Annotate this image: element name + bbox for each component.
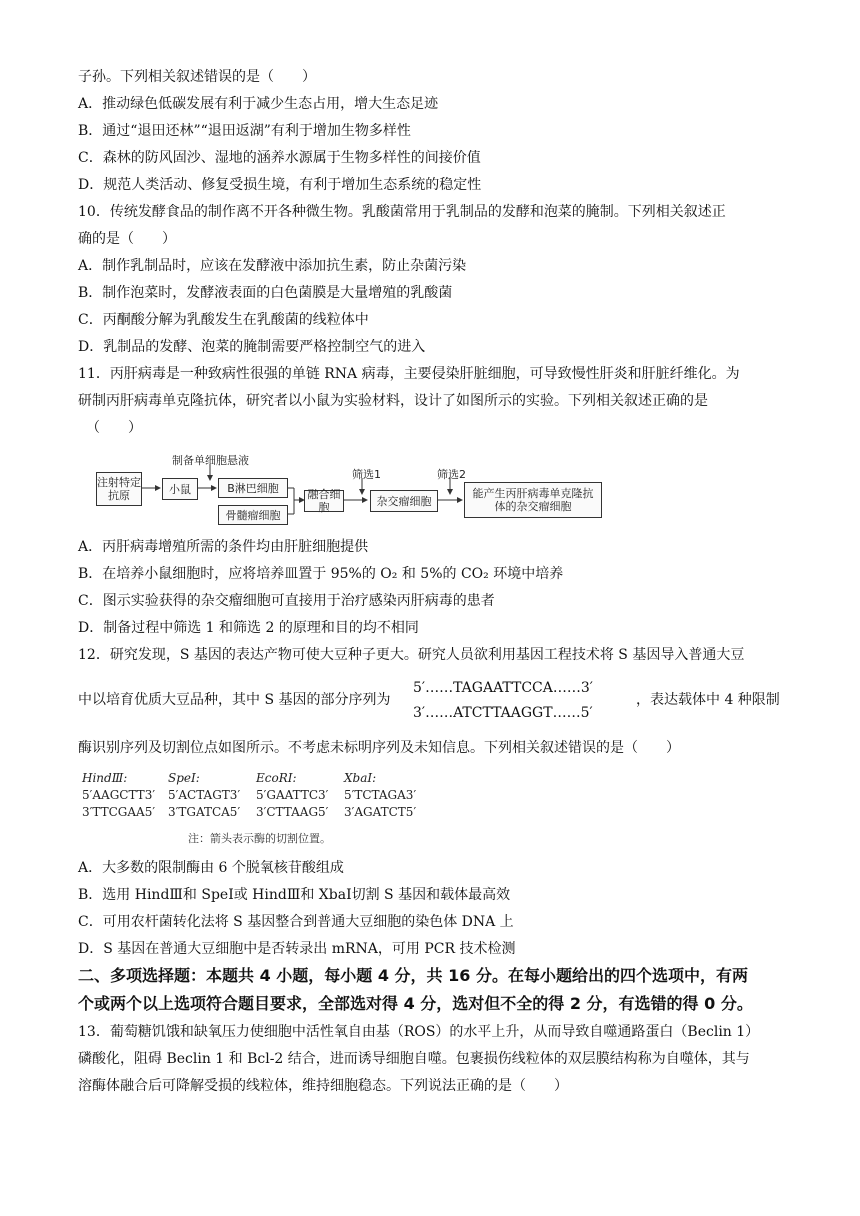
q10-option-b: B．制作泡菜时，发酵液表面的白色菌膜是大量增殖的乳酸菌 — [78, 285, 453, 301]
question-13-stem-end: 溶酶体融合后可降解受损的线粒体，维持细胞稳态。下列说法正确的是（ ） — [78, 1078, 568, 1094]
hybridoma-flowchart — [92, 450, 652, 526]
enzyme-name: XbaⅠ: — [344, 771, 377, 785]
enzyme-name: EcoRⅠ: — [256, 771, 297, 785]
question-10-stem-cont: 确的是（ ） — [78, 231, 176, 247]
enzyme-bottom-seq: 3′TGATCA5′ — [168, 805, 241, 819]
enzyme-hindiii — [82, 770, 155, 821]
enzyme-top-seq: 5′AAGCTT3′ — [82, 788, 156, 802]
q12-option-d: D．S 基因在普通大豆细胞中是否转录出 mRNA，可用 PCR 技术检测 — [78, 941, 516, 957]
q10-option-a: A．制作乳制品时，应该在发酵液中添加抗生素，防止杂菌污染 — [78, 258, 467, 274]
enzyme-note: 注：箭头表示酶的切割位置。 — [188, 832, 331, 845]
q11-option-c: C．图示实验获得的杂交瘤细胞可直接用于治疗感染丙肝病毒的患者 — [78, 593, 495, 609]
final-box: 能产生丙肝病毒单克隆抗体的杂交瘤细胞 — [464, 482, 602, 518]
enzyme-ecori — [256, 770, 328, 821]
enzyme-bottom-seq: 3′AGATCT5′ — [344, 805, 417, 819]
sequence-bottom: 3′……ATCTTAAGGT……5′ — [413, 705, 593, 721]
text-line: 子孙。下列相关叙述错误的是（ ） — [78, 69, 316, 85]
q10-option-d: D．乳制品的发酵、泡菜的腌制需要严格控制空气的进入 — [78, 339, 426, 355]
question-11-stem: 11．丙肝病毒是一种致病性很强的单链 RNA 病毒，主要侵染肝脏细胞，可导致慢性肝炎和肝脏纤维化。为 — [78, 366, 740, 382]
question-12-stem: 12．研究发现，S 基因的表达产物可使大豆种子更大。研究人员欲利用基因工程技术将 S 基因导入普通大豆 — [78, 647, 745, 663]
question-12-stem-post: ，表达载体中 4 种限制 — [636, 692, 780, 708]
q12-option-c: C．可用农杆菌转化法将 S 基因整合到普通大豆细胞的染色体 DNA 上 — [78, 914, 514, 930]
fusion-box: 融合细胞 — [304, 490, 344, 512]
screen1-label: 筛选1 — [352, 468, 381, 481]
question-13-stem-cont: 磷酸化，阻碍 Beclin 1 和 Bcl-2 结合，进而诱导细胞自噬。包裹损伤线粒体的双层膜结构称为自噬体，其与 — [78, 1051, 750, 1067]
enzyme-top-seq: 5′ACTAGT3′ — [168, 788, 241, 802]
section-2-heading: 二、多项选择题：本题共 4 小题，每小题 4 分，共 16 分。在每小题给出的四个选项中，有两 — [78, 966, 748, 985]
enzyme-top-seq: 5′GAATTC3′ — [256, 788, 329, 802]
option-b: B．通过“退田还林”“退田返湖”有利于增加生物多样性 — [78, 123, 411, 139]
q12-option-a: A．大多数的限制酶由 6 个脱氧核苷酸组成 — [78, 860, 344, 876]
question-12-stem-pre: 中以培育优质大豆品种，其中 S 基因的部分序列为 — [78, 692, 391, 708]
bcell-box: B淋巴细胞 — [218, 478, 288, 498]
q11-option-b: B．在培养小鼠细胞时，应将培养皿置于 95%的 O₂ 和 5%的 CO₂ 环境中培养 — [78, 566, 564, 582]
enzyme-name: HindⅢ: — [82, 771, 128, 785]
section-2-heading-cont: 个或两个以上选项符合题目要求，全部选对得 4 分，选对但不全的得 2 分，有选错的得 0 分。 — [78, 994, 753, 1013]
screen2-label: 筛选2 — [437, 468, 466, 481]
q11-option-d: D．制备过程中筛选 1 和筛选 2 的原理和目的均不相同 — [78, 620, 419, 636]
inject-box: 注射特定抗原 — [96, 472, 142, 506]
q10-option-c: C．丙酮酸分解为乳酸发生在乳酸菌的线粒体中 — [78, 312, 369, 328]
q11-option-a: A．丙肝病毒增殖所需的条件均由肝脏细胞提供 — [78, 539, 369, 555]
option-a: A．推动绿色低碳发展有利于减少生态占用，增大生态足迹 — [78, 96, 439, 112]
enzyme-top-seq: 5′TCTAGA3′ — [344, 788, 417, 802]
option-d: D．规范人类活动、修复受损生境，有利于增加生态系统的稳定性 — [78, 177, 482, 193]
sequence-top: 5′……TAGAATTCCA……3′ — [413, 680, 593, 696]
question-11-bracket: （ ） — [86, 420, 142, 436]
enzyme-bottom-seq: 3′CTTAAG5′ — [256, 805, 329, 819]
question-13-stem: 13．葡萄糖饥饿和缺氧压力使细胞中活性氧自由基（ROS）的水平上升，从而导致自噬通路蛋白（Beclin 1） — [78, 1024, 760, 1040]
enzyme-bottom-seq: 3′TTCGAA5′ — [82, 805, 156, 819]
prep-label: 制备单细胞悬液 — [172, 454, 249, 467]
question-12-stem-cont: 酶识别序列及切割位点如图所示。不考虑未标明序列及未知信息。下列相关叙述错误的是（ ） — [78, 740, 680, 756]
hybridoma-box: 杂交瘤细胞 — [370, 490, 438, 512]
q12-option-b: B．选用 HindⅢ和 SpeⅠ或 HindⅢ和 XbaⅠ切割 S 基因和载体最高效 — [78, 887, 511, 903]
question-10-stem: 10．传统发酵食品的制作离不开各种微生物。乳酸菌常用于乳制品的发酵和泡菜的腌制。下列相关叙述正 — [78, 204, 726, 220]
enzyme-xbai — [344, 770, 416, 821]
mouse-box: 小鼠 — [162, 478, 198, 500]
enzyme-spei — [168, 770, 240, 821]
option-c: C．森林的防风固沙、湿地的涵养水源属于生物多样性的间接价值 — [78, 150, 481, 166]
myeloma-box: 骨髓瘤细胞 — [218, 505, 288, 525]
enzyme-name: SpeⅠ: — [168, 771, 200, 785]
question-11-stem-cont: 研制丙肝病毒单克隆抗体，研究者以小鼠为实验材料，设计了如图所示的实验。下列相关叙述正确的是 — [78, 393, 708, 409]
